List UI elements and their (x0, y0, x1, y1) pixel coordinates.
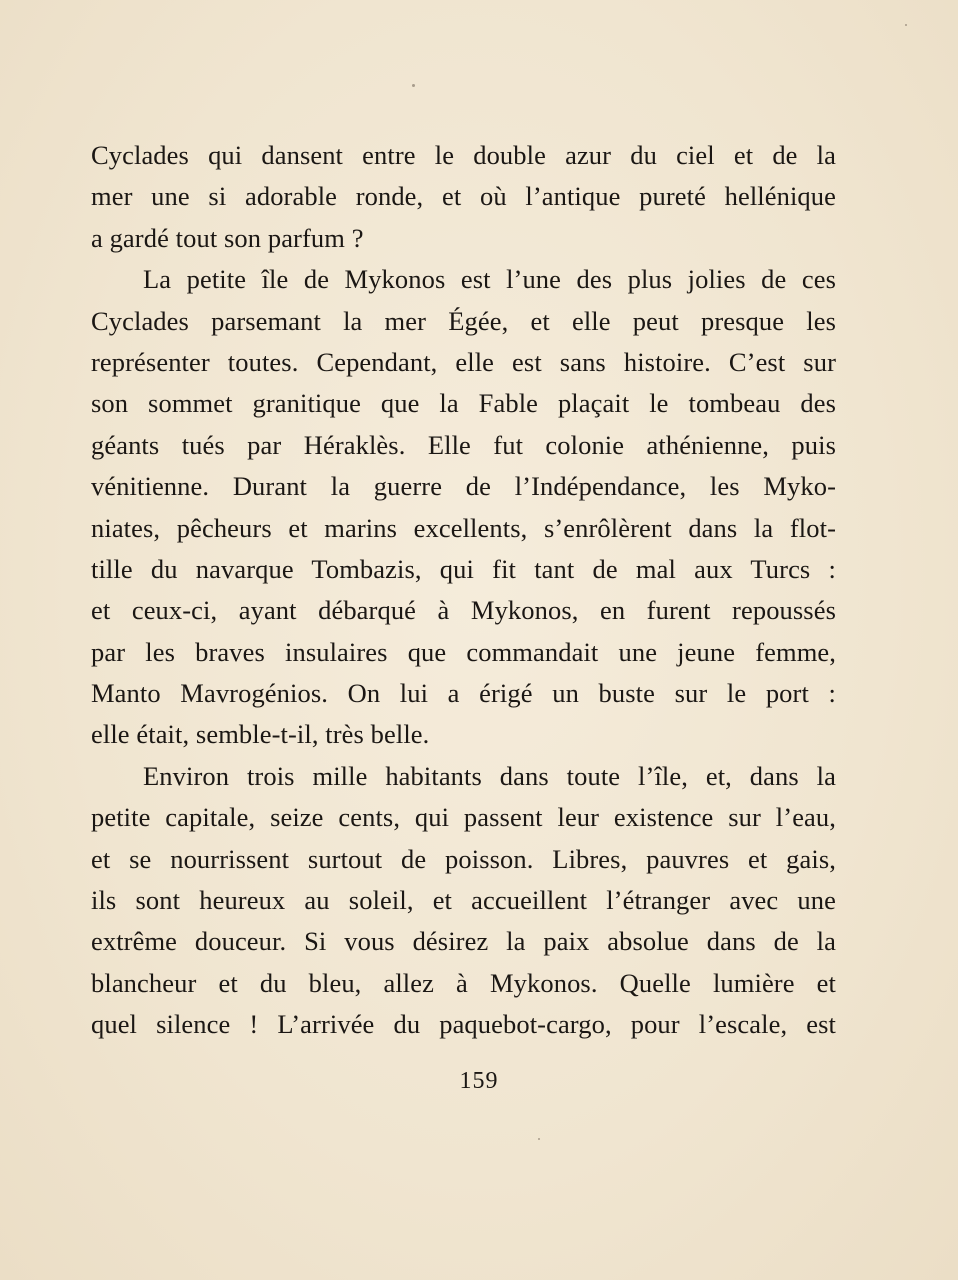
text-line: et ceux-ci, ayant débarqué à Mykonos, en furent repoussés (91, 595, 836, 626)
paper-speck (538, 1138, 540, 1140)
text-line: géants tués par Héraklès. Elle fut colonie athénienne, puis (91, 429, 836, 460)
page-number: 159 (459, 1068, 499, 1094)
text-line: Cyclades parsemant la mer Égée, et elle peut presque les (91, 305, 836, 336)
text-line: et se nourrissent surtout de poisson. Libres, pauvres et gais, (91, 843, 836, 874)
text-line: par les braves insulaires que commandait une jeune femme, (91, 636, 836, 667)
paragraph (91, 259, 836, 756)
text-line: petite capitale, seize cents, qui passent leur existence sur l’eau, (91, 802, 836, 833)
body-text (91, 135, 836, 1046)
text-line: a gardé tout son parfum ? (91, 222, 364, 253)
text-line: blancheur et du bleu, allez à Mykonos. Quelle lumière et (91, 967, 836, 998)
text-line: tille du navarque Tombazis, qui fit tant de mal aux Turcs : (91, 553, 836, 584)
text-line: elle était, semble-t-il, très belle. (91, 719, 430, 750)
text-line: La petite île de Mykonos est l’une des plus jolies de ces (143, 264, 836, 295)
text-line: Manto Mavrogénios. On lui a érigé un buste sur le port : (91, 678, 836, 709)
text-line: son sommet granitique que la Fable plaçait le tombeau des (91, 388, 836, 419)
text-line: Cyclades qui dansent entre le double azur du ciel et de la (91, 140, 836, 170)
text-line: mer une si adorable ronde, et où l’antique pureté hellénique (91, 181, 836, 212)
text-line: niates, pêcheurs et marins excellents, s’enrôlèrent dans la flot- (91, 512, 836, 543)
text-line: représenter toutes. Cependant, elle est sans histoire. C’est sur (91, 346, 836, 377)
text-line: ils sont heureux au soleil, et accueillent l’étranger avec une (91, 885, 836, 916)
text-line: extrême douceur. Si vous désirez la paix absolue dans de la (91, 926, 836, 957)
text-line: quel silence ! L’arrivée du paquebot-cargo, pour l’escale, est (91, 1009, 836, 1040)
paragraph (91, 756, 836, 1046)
paper-speck (412, 84, 415, 87)
paragraph (91, 135, 836, 259)
text-line: vénitienne. Durant la guerre de l’Indépendance, les Myko- (91, 471, 836, 502)
text-line: Environ trois mille habitants dans toute l’île, et, dans la (143, 760, 836, 791)
paper-speck (905, 24, 907, 26)
